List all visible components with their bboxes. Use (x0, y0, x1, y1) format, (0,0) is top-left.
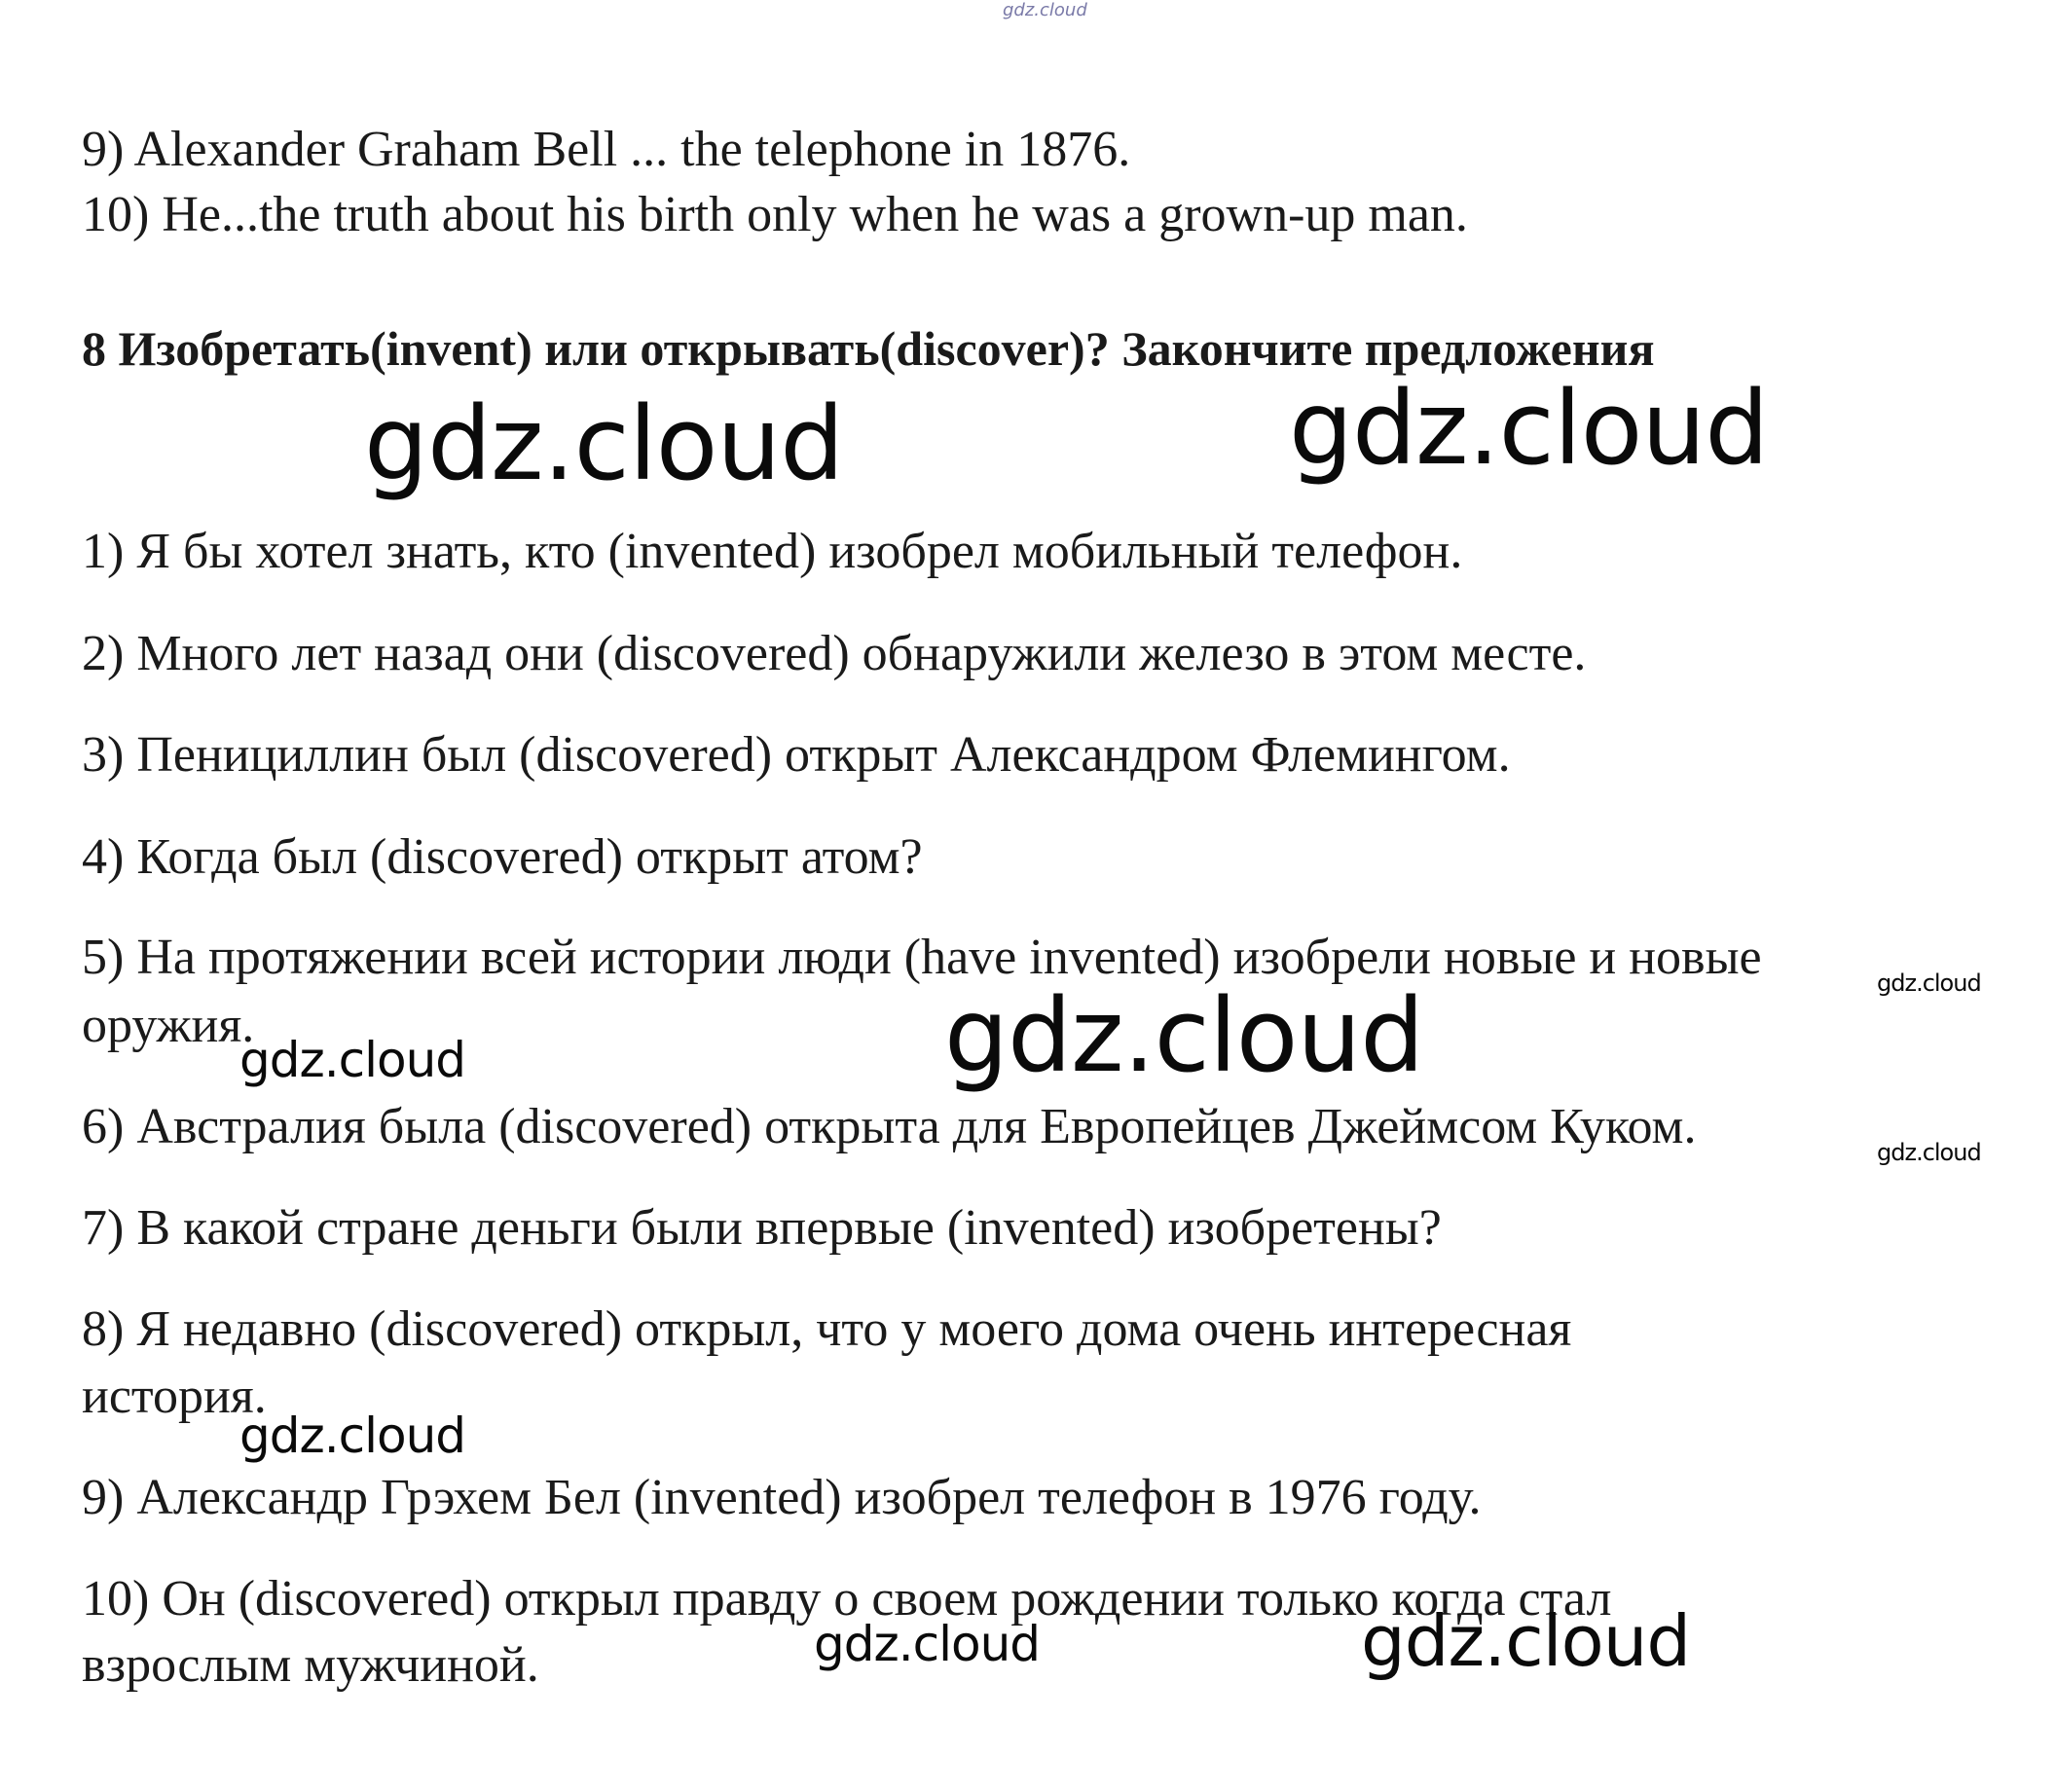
watermark-large-3: gdz.cloud (944, 976, 1424, 1095)
top-watermark: gdz.cloud (1003, 0, 1087, 20)
answer-10-line-2: взрослым мужчиной. (82, 1637, 539, 1693)
answer-2: 2) Много лет назад они (discovered) обнаружили железо в этом месте. (82, 626, 1587, 681)
watermark-small-2: gdz.cloud (1877, 1139, 1981, 1166)
task-heading: 8 Изобретать(invent) или открывать(discover)? Закончите предложения (82, 321, 1655, 376)
english-item-9: 9) Alexander Graham Bell ... the telephone in 1876. (82, 122, 1131, 177)
watermark-large-1: gdz.cloud (364, 384, 844, 503)
answer-8-line-2: история. (82, 1369, 267, 1424)
watermark-medium-1: gdz.cloud (239, 1032, 466, 1088)
answer-8-line-1: 8) Я недавно (discovered) открыл, что у моего дома очень интересная (82, 1301, 1572, 1357)
watermark-medium-3: gdz.cloud (814, 1616, 1041, 1672)
watermark-large-2: gdz.cloud (1289, 369, 1769, 488)
answer-1: 1) Я бы хотел знать, кто (invented) изобрел мобильный телефон. (82, 524, 1463, 579)
answer-7: 7) В какой стране деньги были впервые (invented) изобретены? (82, 1200, 1442, 1256)
watermark-small-1: gdz.cloud (1877, 969, 1981, 997)
answer-10-line-1: 10) Он (discovered) открыл правду о своем рождении только когда стал (82, 1571, 1612, 1627)
watermark-large-4: gdz.cloud (1361, 1600, 1691, 1682)
answer-4: 4) Когда был (discovered) открыт атом? (82, 829, 923, 885)
answer-6: 6) Австралия была (discovered) открыта для Европейцев Джеймсом Куком. (82, 1099, 1697, 1154)
answer-5-line-2: оружия. (82, 998, 255, 1053)
english-item-10: 10) He...the truth about his birth only when he was a grown-up man. (82, 187, 1468, 242)
answer-5-line-1: 5) На протяжении всей истории люди (have invented) изобрели новые и новые (82, 930, 1762, 985)
answer-3: 3) Пенициллин был (discovered) открыт Александром Флемингом. (82, 727, 1511, 783)
watermark-medium-2: gdz.cloud (239, 1408, 466, 1464)
answer-9: 9) Александр Грэхем Бел (invented) изобрел телефон в 1976 году. (82, 1470, 1482, 1525)
